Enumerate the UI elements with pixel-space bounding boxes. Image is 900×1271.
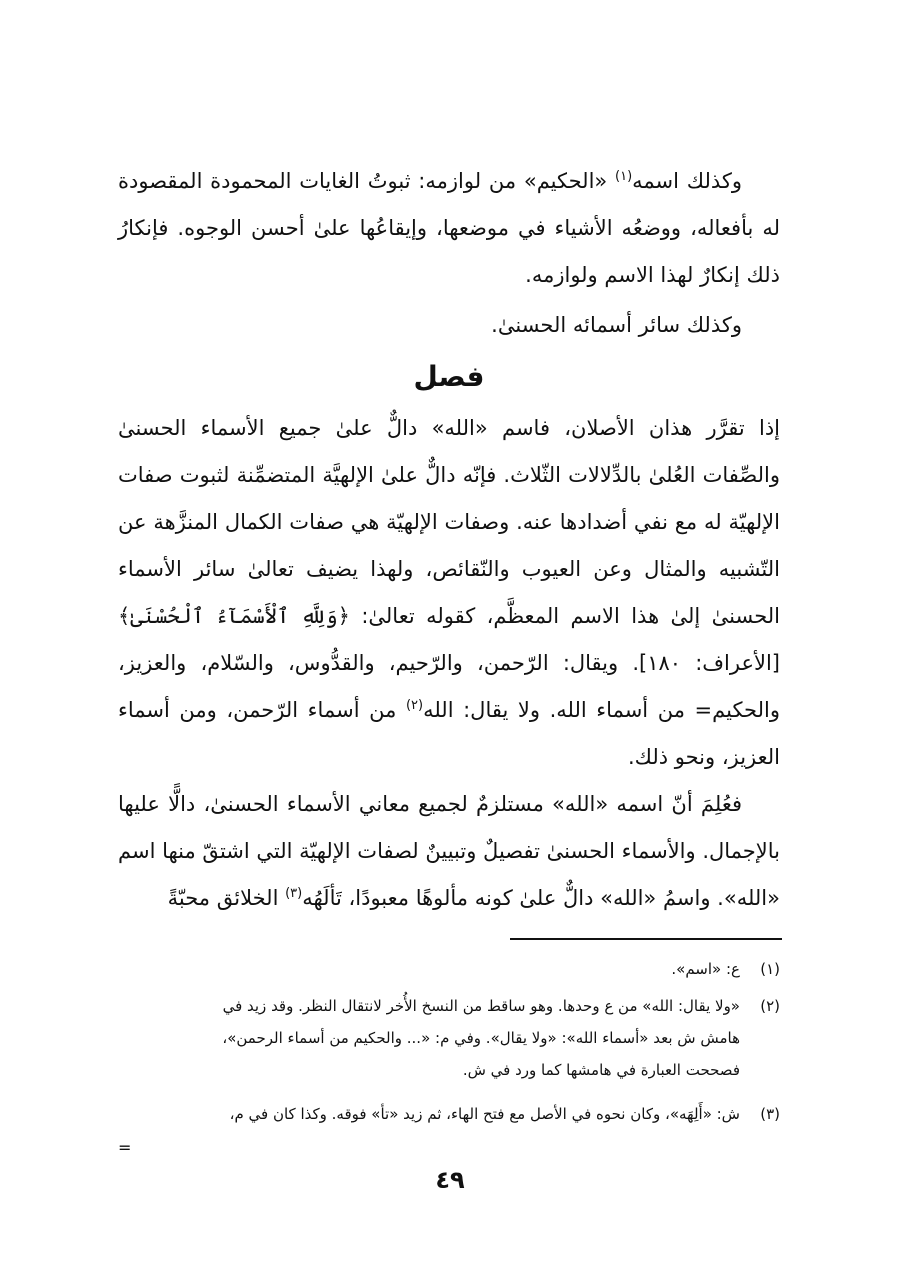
paragraph-1-text-cont: «الحكيم» من لوازمه: ثبوتُ الغايات المحمودة المقصودة له بأفعاله، ووضعُه الأشياء في موضعها، وإيقاعُها علىٰ أحسن الوجوه. فإنكارُ ذلك إنكارٌ لهذا الاسم ولوازمه.	[118, 169, 780, 287]
footnote-separator	[510, 938, 782, 940]
footnote-2-line-2	[108, 1024, 780, 1052]
paragraph-3-text-end: من أسماء الرّحمن، ومن أسماء العزيز، ونحو ذلك.	[118, 698, 780, 769]
footnote-2-line-3	[108, 1056, 780, 1084]
footnote-1-text: ع: «اسم».	[671, 960, 740, 978]
footnote-3-number: (٣)	[760, 1105, 780, 1123]
footnote-ref-2[interactable]: (٢)	[405, 698, 424, 713]
footnote-3	[108, 1100, 780, 1128]
section-heading: فصل	[413, 360, 485, 393]
paragraph-4-text-cont: الخلائق محبّةً	[167, 886, 286, 910]
paragraph-4	[118, 781, 780, 922]
paragraph-3	[118, 405, 780, 781]
footnote-2-text-cont: هامش ش بعد «أسماء الله»: «ولا يقال». وفي م: «... والحكيم من أسماء الرحمن»،	[222, 1029, 740, 1047]
quran-verse: ﴿وَلِلَّهِ ٱلْأَسْمَآءُ ٱلْحُسْنَىٰ﴾	[118, 604, 350, 628]
paragraph-3-text: إذا تقرَّر هذان الأصلان، فاسم «الله» دالٌّ علىٰ جميع الأسماء الحسنىٰ والصِّفات العُلىٰ بالدِّلالات الثّلاث. فإنّه دالٌّ علىٰ الإلهيَّة المتضمِّنة لثبوت صفات الإلهيّة له مع نفي أضدادها عنه. وصفات الإلهيّة هي صفات الكمال المنزَّهة عن التّشبيه والمثال وعن العيوب والنّقائص، ولهذا يضيف تعالىٰ سائر الأسماء الحسنىٰ إلىٰ هذا الاسم المعظَّم، كقوله تعالىٰ:	[118, 416, 781, 628]
paragraph-1	[118, 158, 780, 299]
paragraph-3-text-cont: [الأعراف: ١٨٠]. ويقال: الرّحمن، والرّحيم، والقدُّوس، والسّلام، والعزيز، والحكيم= من أسماء الله. ولا يقال: الله	[118, 651, 780, 722]
page-number: ٤٩	[435, 1166, 465, 1194]
footnote-3-text: ش: «أَلِهَه»، وكان نحوه في الأصل مع فتح الهاء، ثم زيد «تأ» فوقه. وكذا كان في م،	[229, 1105, 740, 1123]
footnote-2-number: (٢)	[760, 997, 780, 1015]
paragraph-4-text: فعُلِمَ أنّ اسمه «الله» مستلزمٌ لجميع معاني الأسماء الحسنىٰ، دالًّا عليها بالإجمال. والأسماء الحسنىٰ تفصيلٌ وتبيينٌ لصفات الإلهيّة التي اشتقّ منها اسم «الله». واسمُ «الله» دالٌّ علىٰ كونه مألوهًا معبودًا، تَألَهُه	[118, 792, 780, 910]
footnote-ref-3[interactable]: (٣)	[285, 886, 303, 901]
paragraph-1-text: وكذلك اسمه	[632, 169, 743, 193]
footnote-1-number: (١)	[760, 960, 780, 978]
footnote-1	[108, 955, 780, 983]
footnote-2-text: «ولا يقال: الله» من ع وحدها. وهو ساقط من النسخ الأُخر لانتقال النظر. وقد زيد في	[222, 997, 740, 1015]
paragraph-2: وكذلك سائر أسمائه الحسنىٰ.	[491, 313, 742, 337]
footnote-ref-1[interactable]: (١)	[615, 169, 633, 184]
continuation-mark: =	[118, 1138, 132, 1157]
footnote-2	[108, 992, 780, 1020]
footnote-2-text-end: فصححت العبارة في هامشها كما ورد في ش.	[462, 1061, 740, 1079]
